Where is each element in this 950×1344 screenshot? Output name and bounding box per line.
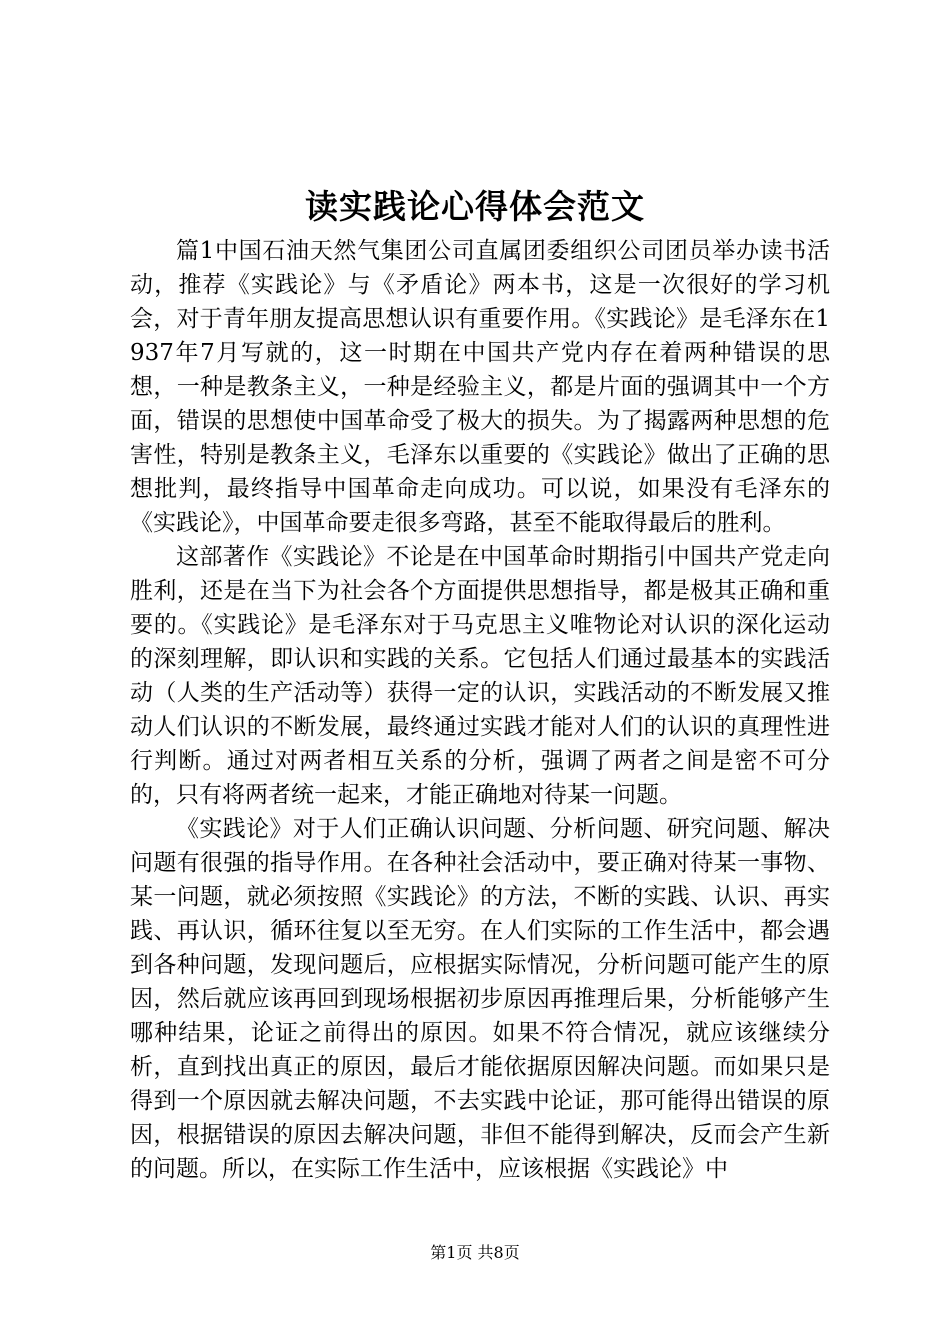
page-footer: 第1页 共8页 [430,1243,520,1262]
paragraph-1: 篇1中国石油天然气集团公司直属团委组织公司团员举办读书活动，推荐《实践论》与《矛盾论》两本书，这是一次很好的学习机会，对于青年朋友提高思想认识有重要作用。《实践论》是毛泽东在1937年7月写就的，这一时期在中国共产党内存在着两种错误的思想，一种是教条主义，一种是经验主义，都是片面的强调其中一个方面，错误的思想使中国革命受了极大的损失。为了揭露两种思想的危害性，特别是教条主义，毛泽东以重要的《实践论》做出了正确的思想批判，最终指导中国革命走向成功。可以说，如果没有毛泽东的《实践论》，中国革命要走很多弯路，甚至不能取得最后的胜利。 [130,238,830,536]
document-title: 读实践论心得体会范文 [305,187,645,226]
paragraph-3: 《实践论》对于人们正确认识问题、分析问题、研究问题、解决问题有很强的指导作用。在各种社会活动中，要正确对待某一事物、某一问题，就必须按照《实践论》的方法，不断的实践、认识、再实践、再认识，循环往复以至无穷。在人们实际的工作生活中，都会遇到各种问题，发现问题后，应根据实际情况，分析问题可能产生的原因，然后就应该再回到现场根据初步原因再推理后果，分析能够产生哪种结果，论证之前得出的原因。如果不符合情况，就应该继续分析，直到找出真正的原因，最后才能依据原因解决问题。而如果只是得到一个原因就去解决问题，不去实践中论证，那可能得出错误的原因，根据错误的原因去解决问题，非但不能得到解决，反而会产生新的问题。所以，在实际工作生活中，应该根据《实践论》中 [130,816,830,1182]
paragraph-2: 这部著作《实践论》不论是在中国革命时期指引中国共产党走向胜利，还是在当下为社会各个方面提供思想指导，都是极其正确和重要的。《实践论》是毛泽东对于马克思主义唯物论对认识的深化运动的深刻理解，即认识和实践的关系。它包括人们通过最基本的实践活动（人类的生产活动等）获得一定的认识，实践活动的不断发展又推动人们认识的不断发展，最终通过实践才能对人们的认识的真理性进行判断。通过对两者相互关系的分析，强调了两者之间是密不可分的，只有将两者统一起来，才能正确地对待某一问题。 [130,544,830,808]
document-body [130,234,830,1186]
